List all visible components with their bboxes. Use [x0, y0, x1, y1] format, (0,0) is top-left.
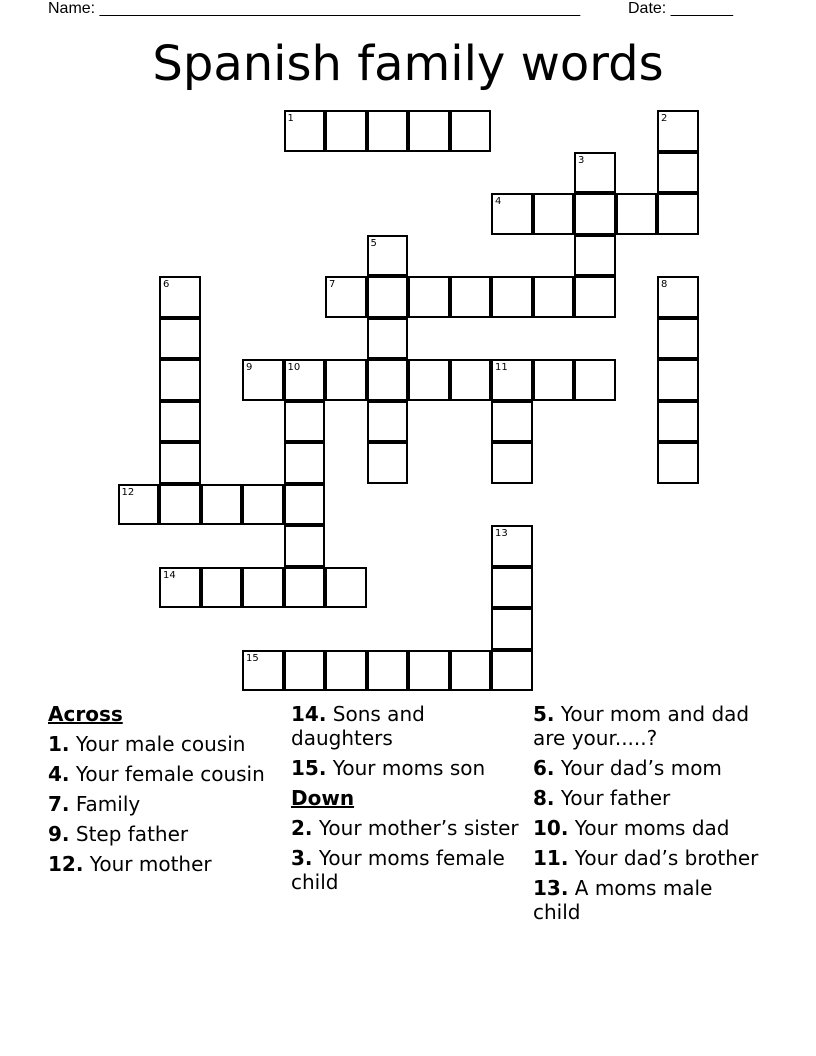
grid-cell[interactable] — [533, 193, 575, 235]
name-field[interactable]: Name: ______________________________________________________ — [48, 0, 581, 17]
grid-cell[interactable] — [159, 318, 201, 360]
clue-item — [291, 756, 521, 780]
clue-item-number: 6. — [533, 756, 555, 780]
clue-item-text: Your dad’s mom — [560, 756, 722, 780]
grid-cell[interactable] — [616, 193, 658, 235]
clue-number: 4 — [495, 196, 502, 207]
clue-heading-across: Across — [48, 702, 123, 726]
grid-cell[interactable] — [657, 276, 699, 318]
grid-cell[interactable] — [367, 276, 409, 318]
grid-cell[interactable] — [118, 484, 160, 526]
clue-heading-down: Down — [291, 786, 355, 810]
clue-number: 7 — [329, 279, 336, 290]
clue-item-text: Your mom and dad are your.....? — [533, 702, 750, 750]
clue-number: 14 — [163, 569, 176, 581]
grid-cell[interactable] — [450, 359, 492, 401]
grid-cell[interactable] — [325, 567, 367, 609]
clue-number: 13 — [495, 528, 508, 539]
grid-cell[interactable] — [491, 193, 533, 235]
clue-column-1 — [48, 702, 278, 882]
clue-item-number: 9. — [48, 822, 70, 846]
grid-cell[interactable] — [491, 525, 533, 567]
grid-cell[interactable] — [657, 401, 699, 443]
grid-cell[interactable] — [284, 110, 326, 152]
clue-item — [48, 852, 278, 876]
grid-cell[interactable] — [491, 567, 533, 609]
clue-number: 15 — [246, 652, 259, 664]
grid-cell[interactable] — [574, 235, 616, 277]
clue-item — [533, 876, 763, 924]
grid-cell[interactable] — [367, 650, 409, 692]
grid-cell[interactable] — [159, 567, 201, 609]
grid-cell[interactable] — [657, 359, 699, 401]
clue-item-number: 3. — [291, 846, 313, 870]
grid-cell[interactable] — [201, 484, 243, 526]
page-title: Spanish family words — [152, 36, 664, 92]
grid-cell[interactable] — [408, 276, 450, 318]
clue-item — [291, 816, 521, 840]
grid-cell[interactable] — [284, 401, 326, 443]
grid-cell[interactable] — [284, 650, 326, 692]
grid-cell[interactable] — [284, 484, 326, 526]
clue-item — [533, 816, 763, 840]
clue-item-text: Your male cousin — [75, 732, 246, 756]
clue-number: 12 — [121, 486, 135, 498]
clue-item-number: 13. — [533, 876, 569, 900]
grid-cell[interactable] — [325, 110, 367, 152]
clue-item-text: Your moms son — [332, 756, 486, 780]
grid-cell[interactable] — [367, 318, 409, 360]
grid-cell[interactable] — [159, 276, 201, 318]
grid-cell[interactable] — [657, 152, 699, 194]
clue-item-text: Your mother’s sister — [318, 816, 519, 840]
grid-cell[interactable] — [450, 650, 492, 692]
grid-cell[interactable] — [242, 650, 284, 692]
clue-item-text: Your moms dad — [574, 816, 730, 840]
clue-number: 1 — [287, 113, 294, 124]
clue-item-text: Your father — [560, 786, 671, 810]
clue-column-2 — [291, 702, 521, 900]
grid-cell[interactable] — [408, 110, 450, 152]
clue-item — [533, 756, 763, 780]
grid-cell[interactable] — [491, 608, 533, 650]
clue-column-3 — [533, 702, 763, 930]
grid-cell[interactable] — [533, 359, 575, 401]
clue-item-number: 10. — [533, 816, 569, 840]
clue-item — [291, 702, 521, 750]
grid-cell[interactable] — [491, 359, 533, 401]
grid-cell[interactable] — [408, 359, 450, 401]
grid-cell[interactable] — [325, 650, 367, 692]
grid-cell[interactable] — [574, 152, 616, 194]
clue-item — [48, 822, 278, 846]
grid-cell[interactable] — [242, 567, 284, 609]
clue-item-number: 11. — [533, 846, 569, 870]
clue-item-number: 7. — [48, 792, 70, 816]
grid-cell[interactable] — [367, 235, 409, 277]
grid-cell[interactable] — [450, 276, 492, 318]
clue-item-text: Your mother — [89, 852, 212, 876]
grid-cell[interactable] — [491, 276, 533, 318]
clue-number: 10 — [287, 362, 301, 373]
grid-cell[interactable] — [574, 359, 616, 401]
clue-item-text: Step father — [75, 822, 189, 846]
clue-number: 5 — [370, 237, 377, 249]
grid-cell[interactable] — [284, 442, 326, 484]
grid-cell[interactable] — [491, 442, 533, 484]
clue-number: 6 — [163, 279, 170, 290]
clue-item-text: Family — [75, 792, 141, 816]
clue-item-number: 14. — [291, 702, 327, 726]
grid-cell[interactable] — [657, 442, 699, 484]
grid-cell[interactable] — [159, 359, 201, 401]
grid-cell[interactable] — [491, 650, 533, 692]
clue-item — [291, 846, 521, 894]
clue-item — [533, 786, 763, 810]
clue-item-number: 8. — [533, 786, 555, 810]
clue-item-text: Your moms female child — [291, 846, 505, 894]
clue-item-text: Your dad’s brother — [574, 846, 759, 870]
clue-item — [48, 762, 278, 786]
grid-cell[interactable] — [325, 276, 367, 318]
grid-cell[interactable] — [284, 359, 326, 401]
grid-cell[interactable] — [284, 525, 326, 567]
grid-cell[interactable] — [242, 359, 284, 401]
clue-item-text: Sons and daughters — [291, 702, 425, 750]
grid-cell[interactable] — [533, 276, 575, 318]
clue-item-text: Your female cousin — [75, 762, 265, 786]
grid-cell[interactable] — [574, 276, 616, 318]
clue-item-number: 15. — [291, 756, 327, 780]
clue-item-number: 5. — [533, 702, 555, 726]
clue-number: 3 — [578, 154, 585, 166]
grid-cell[interactable] — [367, 442, 409, 484]
grid-cell[interactable] — [159, 442, 201, 484]
clue-item-number: 4. — [48, 762, 70, 786]
clue-number: 8 — [661, 279, 668, 290]
grid-cell[interactable] — [159, 484, 201, 526]
grid-cell[interactable] — [159, 401, 201, 443]
clue-item — [48, 792, 278, 816]
grid-cell[interactable] — [491, 401, 533, 443]
grid-cell[interactable] — [574, 193, 616, 235]
grid-cell[interactable] — [450, 110, 492, 152]
grid-cell[interactable] — [408, 650, 450, 692]
grid-cell[interactable] — [367, 401, 409, 443]
grid-cell[interactable] — [242, 484, 284, 526]
date-field[interactable]: Date: _______ — [628, 0, 733, 17]
grid-cell[interactable] — [657, 110, 699, 152]
clue-item-number: 2. — [291, 816, 313, 840]
grid-cell[interactable] — [284, 567, 326, 609]
grid-cell[interactable] — [201, 567, 243, 609]
clue-number: 11 — [495, 362, 508, 373]
clue-item-number: 12. — [48, 852, 84, 876]
clue-number: 2 — [661, 113, 668, 124]
grid-cell[interactable] — [325, 359, 367, 401]
clue-item — [533, 846, 763, 870]
grid-cell[interactable] — [657, 193, 699, 235]
clue-number: 9 — [246, 362, 253, 373]
clue-item — [533, 702, 763, 750]
clue-item-text: A moms male child — [533, 876, 713, 924]
clue-item-number: 1. — [48, 732, 70, 756]
grid-cell[interactable] — [657, 318, 699, 360]
grid-cell[interactable] — [367, 359, 409, 401]
grid-cell[interactable] — [367, 110, 409, 152]
clue-item — [48, 732, 278, 756]
